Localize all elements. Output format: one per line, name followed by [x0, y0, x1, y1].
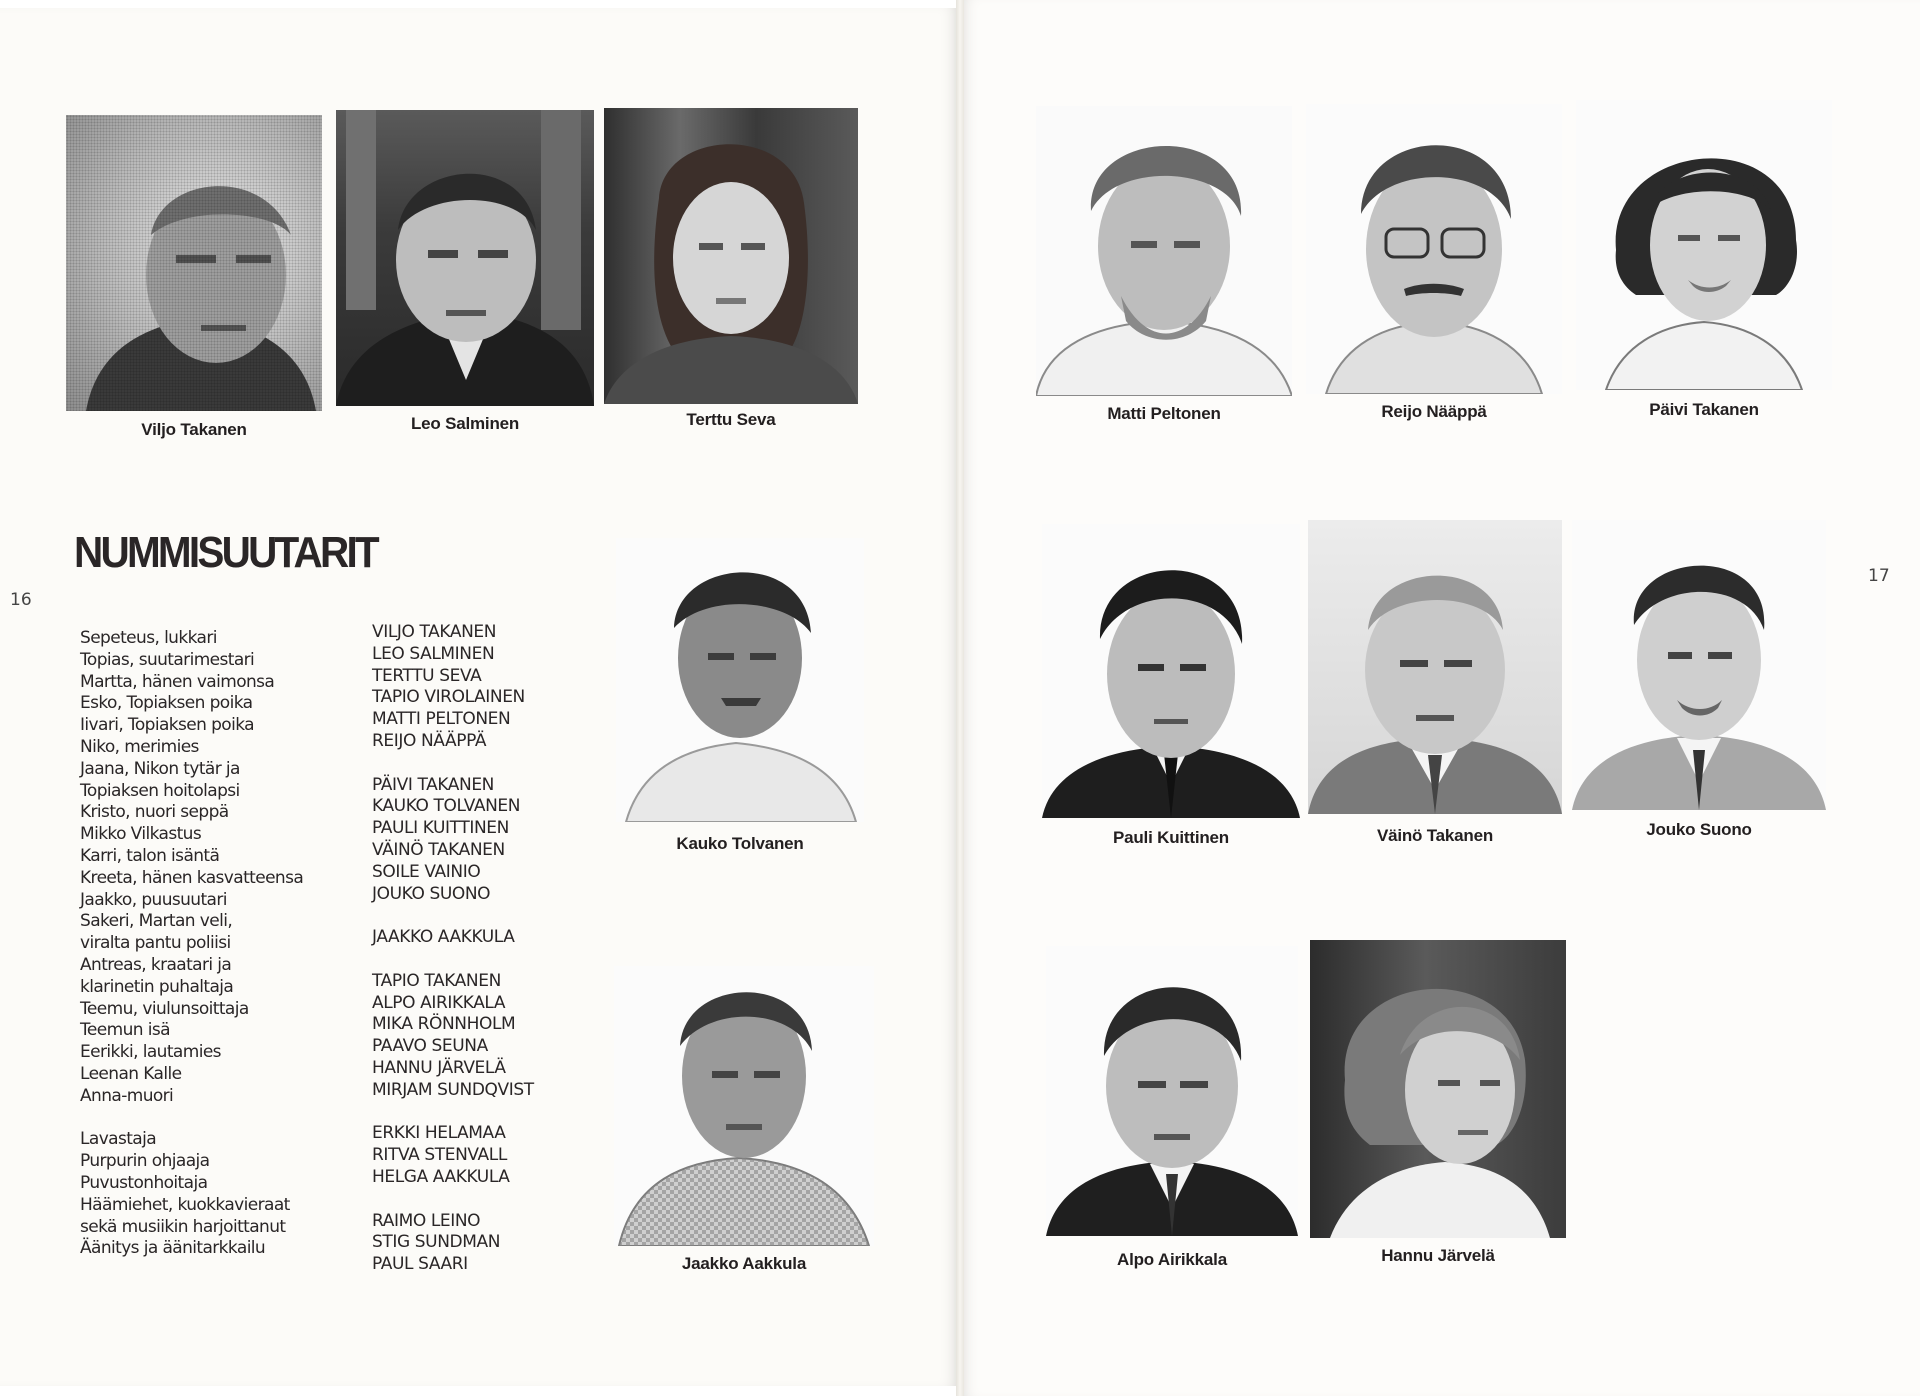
photo-caption: Reijo Nääppä — [1381, 402, 1487, 421]
actor-name: RAIMO LEINO — [372, 1210, 481, 1231]
photo-caption: Päivi Takanen — [1649, 400, 1759, 419]
actor-name: RITVA STENVALL — [372, 1145, 507, 1166]
crew-role-line: sekä musiikin harjoittanut — [80, 1216, 286, 1237]
actor-name: JAAKKO AAKKULA — [372, 927, 515, 948]
actors-column — [372, 622, 534, 1276]
actor-name: HANNU JÄRVELÄ — [372, 1057, 506, 1078]
role-line: Esko, Topiaksen poika — [80, 693, 253, 714]
role-line: Karri, talon isäntä — [80, 845, 220, 866]
actor-name: VILJO TAKANEN — [372, 622, 497, 642]
portrait-photo — [616, 538, 864, 822]
actor-name: PAUL SAARI — [372, 1254, 468, 1275]
photo-caption: Hannu Järvelä — [1381, 1246, 1495, 1265]
portrait-photo — [614, 966, 874, 1246]
crew-role-line: Puvustonhoitaja — [80, 1172, 208, 1193]
portrait-photo — [1308, 520, 1562, 814]
actor-name: PAAVO SEUNA — [372, 1036, 488, 1057]
role-line: Sepeteus, lukkari — [80, 628, 217, 648]
photo-caption: Viljo Takanen — [141, 420, 247, 439]
actor-name: ALPO AIRIKKALA — [372, 992, 506, 1013]
actor-name: TAPIO TAKANEN — [372, 970, 501, 991]
portrait-photo — [1576, 100, 1832, 390]
actor-name: PAULI KUITTINEN — [372, 818, 509, 839]
crew-role-line: Purpurin ohjaaja — [80, 1151, 210, 1172]
actor-name: SOILE VAINIO — [372, 861, 481, 882]
role-line: Iivari, Topiaksen poika — [80, 715, 254, 736]
role-line: Sakeri, Martan veli, — [80, 911, 233, 932]
photo-caption: Jaakko Aakkula — [681, 1254, 807, 1273]
page-number-left: 16 — [10, 590, 32, 610]
actor-name: KAUKO TOLVANEN — [372, 796, 521, 817]
page-number-right: 17 — [1868, 566, 1890, 586]
role-line: Jaakko, puusuutari — [80, 889, 227, 910]
photo-caption: Pauli Kuittinen — [1112, 828, 1229, 847]
role-line: Topiaksen hoitolapsi — [80, 780, 240, 801]
role-line: Jaana, Nikon tytär ja — [80, 758, 240, 779]
photo-caption: Jouko Suono — [1646, 820, 1752, 839]
roles-column — [80, 628, 303, 1260]
crew-role-line: Äänitys ja äänitarkkailu — [80, 1238, 266, 1259]
play-title: NUMMISUUTARIT — [74, 528, 377, 577]
role-line: Eerikki, lautamies — [80, 1042, 221, 1063]
actor-name: MIKA RÖNNHOLM — [372, 1014, 516, 1035]
role-line: Teemu, viulunsoittaja — [80, 998, 249, 1019]
role-line: Leenan Kalle — [80, 1063, 182, 1084]
actor-name: VÄINÖ TAKANEN — [372, 839, 505, 860]
photo-caption: Terttu Seva — [686, 410, 776, 429]
actor-name: HELGA AAKKULA — [372, 1166, 510, 1187]
portrait-photo — [1046, 946, 1298, 1236]
role-line: Antreas, kraatari ja — [80, 954, 232, 975]
photo-caption: Matti Peltonen — [1107, 404, 1221, 423]
portrait-photo — [604, 108, 858, 404]
page-gutter — [956, 0, 964, 1396]
role-line: Topias, suutarimestari — [80, 649, 255, 670]
role-line: Niko, merimies — [80, 736, 199, 757]
actor-name: JOUKO SUONO — [372, 883, 491, 904]
crew-role-line: Lavastaja — [80, 1129, 157, 1150]
photo-caption: Alpo Airikkala — [1117, 1250, 1227, 1269]
actor-name: MATTI PELTONEN — [372, 709, 511, 730]
portrait-photo — [1306, 104, 1562, 394]
photo-caption: Leo Salminen — [410, 414, 520, 433]
role-line: klarinetin puhaltaja — [80, 976, 234, 997]
actor-name: ERKKI HELAMAA — [372, 1123, 506, 1144]
actor-name: LEO SALMINEN — [372, 643, 495, 664]
portrait-photo — [336, 110, 594, 406]
actor-name: PÄIVI TAKANEN — [372, 774, 495, 795]
role-line: Mikko Vilkastus — [80, 824, 202, 845]
role-line: Martta, hänen vaimonsa — [80, 671, 275, 692]
portrait-photo — [66, 115, 322, 411]
role-line: viralta pantu poliisi — [80, 933, 231, 954]
photo-caption: Väinö Takanen — [1376, 826, 1494, 845]
role-line: Kristo, nuori seppä — [80, 802, 229, 823]
role-line: Anna-muori — [80, 1085, 174, 1106]
portrait-photo — [1042, 524, 1300, 818]
actor-name: TERTTU SEVA — [372, 665, 482, 686]
role-line: Kreeta, hänen kasvatteensa — [80, 867, 304, 888]
portrait-photo — [1310, 940, 1566, 1238]
actor-name: REIJO NÄÄPPÄ — [372, 730, 487, 751]
portrait-photo — [1572, 520, 1826, 810]
actor-name: TAPIO VIROLAINEN — [372, 687, 525, 708]
role-line: Teemun isä — [80, 1020, 170, 1041]
actor-name: STIG SUNDMAN — [372, 1232, 501, 1253]
portrait-photo — [1036, 106, 1292, 396]
crew-role-line: Häämiehet, kuokkavieraat — [80, 1194, 290, 1215]
photo-caption: Kauko Tolvanen — [676, 834, 804, 853]
actor-name: MIRJAM SUNDQVIST — [372, 1079, 534, 1100]
